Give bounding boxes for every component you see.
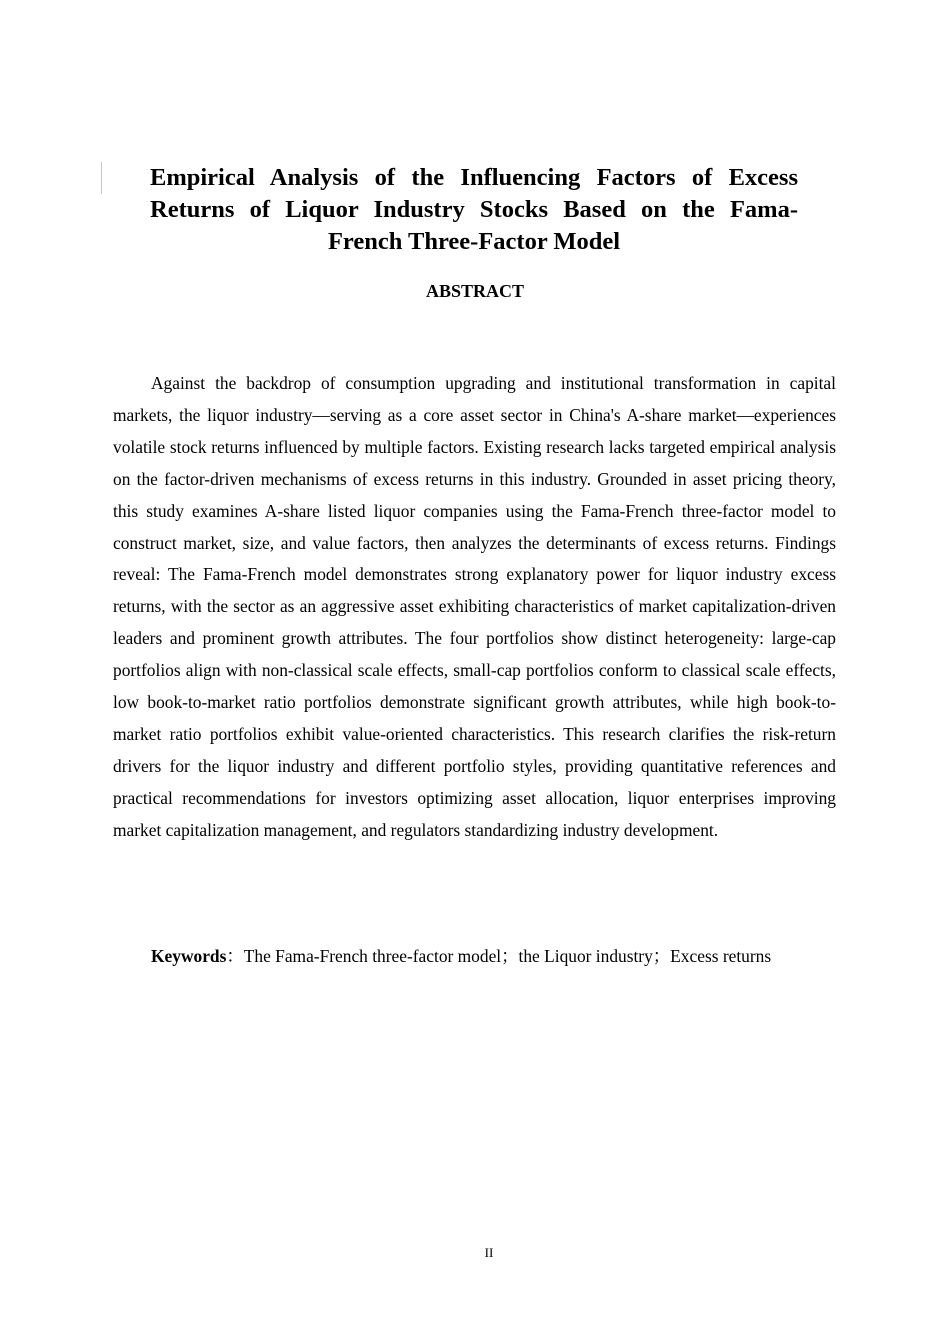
keywords-paragraph xyxy=(113,941,800,972)
keywords-label: Keywords xyxy=(151,946,227,966)
abstract-heading: ABSTRACT xyxy=(425,281,525,301)
document-title: Empirical Analysis of the Influencing Factors of Excess Returns of Liquor Industry Stocks Based on the Fama-French Three-Factor Model xyxy=(150,164,798,255)
margin-change-bar xyxy=(101,162,102,194)
abstract-body: Against the backdrop of consumption upgrading and institutional transformation in capital markets, the liquor industry—serving as a core asset sector in China's A-share market—experiences volatile stock returns influenced by multiple factors. Existing research lacks targeted empirical analysis on the factor-driven mechanisms of excess returns in this industry. Grounded in asset pricing theory, this study examines A-share listed liquor companies using the Fama-French three-factor model to construct market, size, and value factors, then analyzes the determinants of excess returns. Findings reveal: The Fama-French model demonstrates strong explanatory power for liquor industry excess returns, with the sector as an aggressive asset exhibiting characteristics of market capitalization-driven leaders and prominent growth attributes. The four portfolios show distinct heterogeneity: large-cap portfolios align with non-classical scale effects, small-cap portfolios conform to classical scale effects, low book-to-market ratio portfolios demonstrate significant growth attributes, while high book-to-market ratio portfolios exhibit value-oriented characteristics. This research clarifies the risk-return drivers for the liquor industry and different portfolio styles, providing quantitative references and practical recommendations for investors optimizing asset allocation, liquor enterprises improving market capitalization management, and regulators standardizing industry development. xyxy=(113,373,836,840)
keywords-separator: ： xyxy=(226,946,244,966)
page-number: II xyxy=(484,1245,494,1260)
keywords-text: The Fama-French three-factor model；the Liquor industry；Excess returns xyxy=(243,946,772,966)
